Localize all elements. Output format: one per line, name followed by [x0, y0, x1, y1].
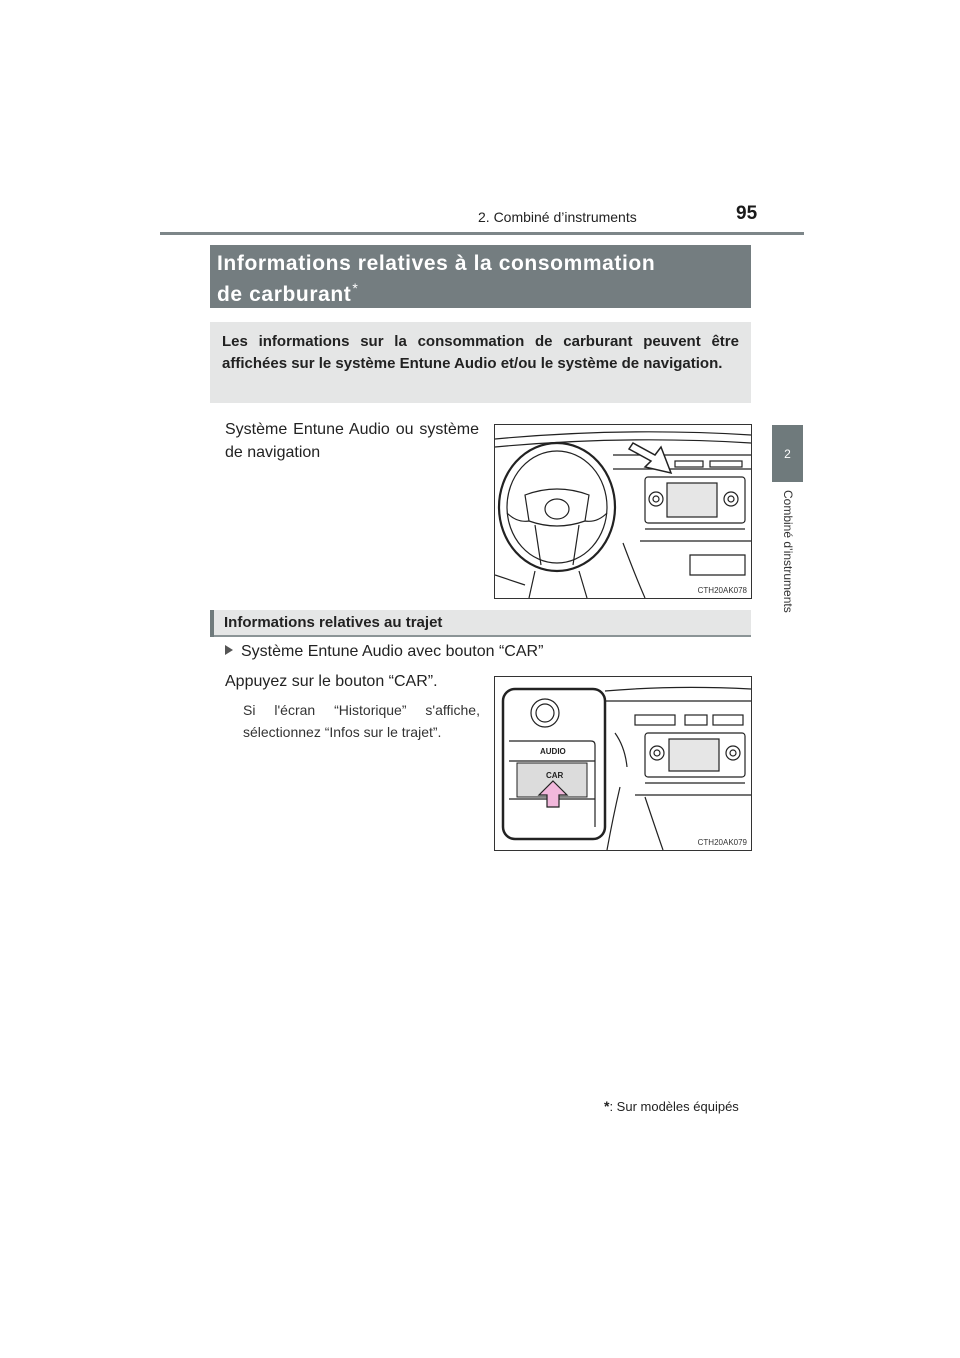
intro-text: Les informations sur la consommation de carburant peuvent être affichées sur le système Entune Audio et/ou le système de navigation.: [222, 333, 739, 372]
section-accent: [210, 610, 214, 637]
chapter-tab-number: 2: [784, 446, 791, 461]
car-button-label: CAR: [546, 771, 564, 780]
chapter-tab: [772, 425, 803, 482]
title-asterisk: *: [352, 280, 359, 296]
step-instruction: Appuyez sur le bouton “CAR”.: [225, 673, 438, 690]
system-description: Système Entune Audio ou système de navigation: [225, 421, 479, 461]
page-title-line2-text: de carburant: [217, 283, 352, 306]
triangle-bullet-icon: [225, 645, 233, 655]
footnote-asterisk: *: [604, 1098, 610, 1114]
footnote: [604, 1098, 739, 1114]
header-divider: [160, 232, 804, 235]
car-button-drawing-icon: [495, 677, 751, 850]
step-note: Si l'écran “Historique” s'affiche, sélectionnez “Infos sur le trajet”.: [243, 702, 480, 740]
chapter-side-label: [782, 490, 796, 640]
car-button-illustration: [494, 676, 752, 851]
section-header: [210, 610, 751, 637]
intro-box: [210, 322, 751, 403]
page-number: 95: [736, 203, 758, 224]
dashboard-illustration: [494, 424, 752, 599]
dashboard-drawing-icon: [495, 425, 751, 598]
audio-button-label: AUDIO: [540, 747, 566, 756]
bullet-item: [225, 643, 543, 661]
chapter-side-label-text: Combiné d’instruments: [781, 490, 795, 613]
figure-code: CTH20AK078: [697, 586, 747, 595]
header-chapter-title: 2. Combiné d’instruments: [478, 209, 637, 225]
page-title-line2: [217, 280, 358, 307]
bullet-text: Système Entune Audio avec bouton “CAR”: [241, 643, 544, 660]
figure-code: CTH20AK079: [697, 838, 747, 847]
page-title-line1: Informations relatives à la consommation: [217, 252, 656, 275]
page-title-box: [210, 245, 751, 308]
section-title: Informations relatives au trajet: [224, 614, 443, 631]
footnote-text: : Sur modèles équipés: [609, 1099, 739, 1114]
